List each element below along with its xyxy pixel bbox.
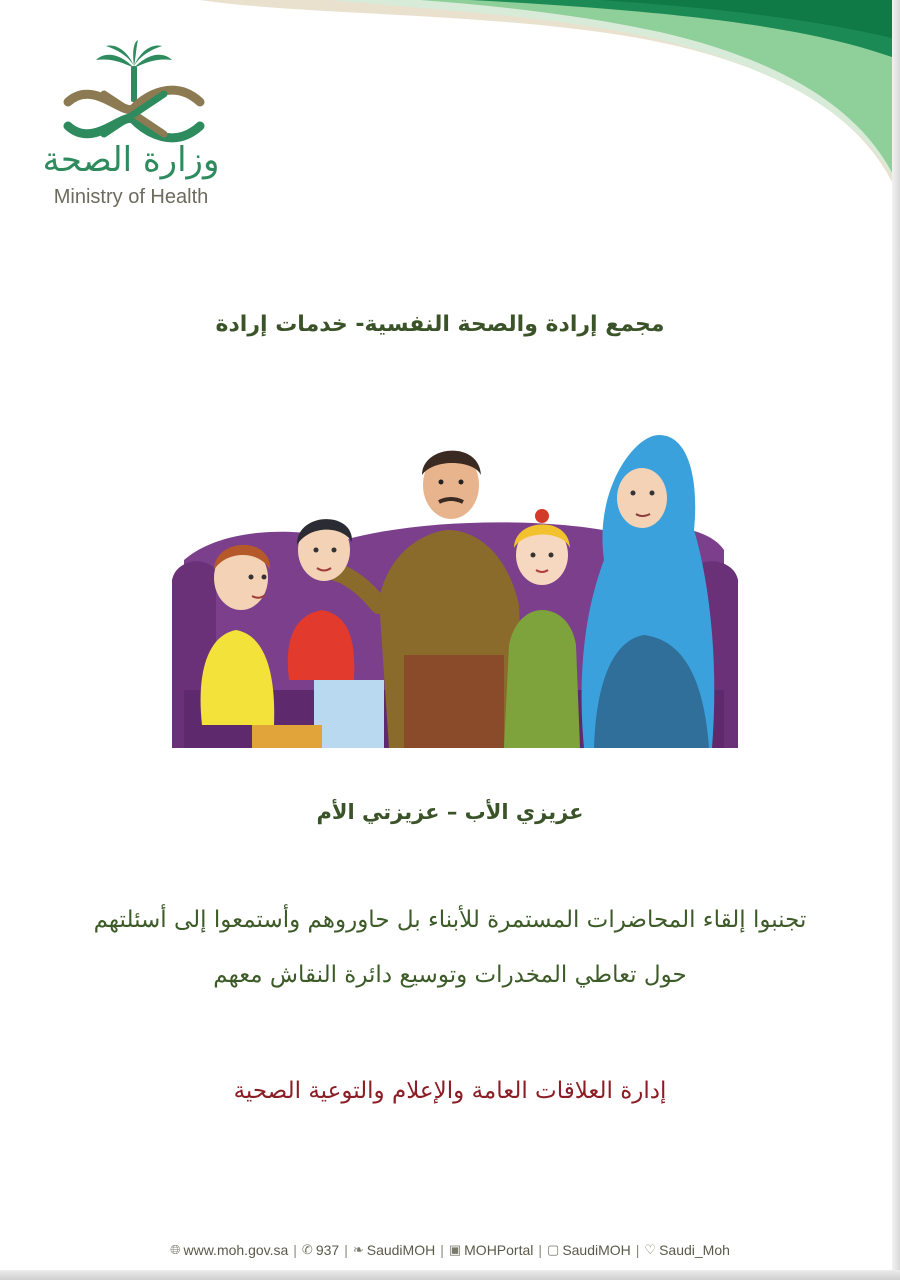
greeting-heading: عزيزي الأب – عزيزتي الأم — [316, 800, 584, 824]
awareness-message — [60, 893, 840, 1003]
instagram-icon: ▢ — [547, 1242, 560, 1257]
snapchat-icon: ♡ — [644, 1242, 657, 1257]
phone-icon: ✆ — [301, 1242, 313, 1257]
footer-separator: | — [293, 1242, 297, 1258]
department-name: إدارة العلاقات العامة والإعلام والتوعية الصحية — [233, 1078, 667, 1104]
footer-website[interactable]: 🌐︎ www.moh.gov.sa — [170, 1242, 289, 1258]
message-line-2: حول تعاطي المخدرات وتوسيع دائرة النقاش معهم — [213, 962, 687, 988]
globe-icon: 🌐︎ — [170, 1242, 181, 1257]
footer-instagram[interactable]: ▢ SaudiMOH — [547, 1242, 631, 1258]
footer-contacts — [0, 1242, 900, 1258]
logo-arabic-text: وزارة الصحة — [42, 140, 220, 180]
mother-figure — [582, 435, 715, 748]
footer-separator: | — [440, 1242, 444, 1258]
girl-figure — [504, 509, 580, 748]
family-conversation-illustration — [164, 430, 744, 755]
logo-english-text: Ministry of Health — [53, 186, 209, 208]
message-line-1: تجنبوا إلقاء المحاضرات المستمرة للأبناء بل حاوروهم وأستمعوا إلى أسئلتهم — [93, 907, 807, 933]
footer-separator: | — [538, 1242, 543, 1258]
page-bottom-edge — [0, 1270, 900, 1280]
youtube-icon: ▣ — [448, 1242, 462, 1257]
page-right-edge — [892, 0, 900, 1280]
footer-phone[interactable]: ✆ 937 — [301, 1242, 340, 1258]
footer-separator: | — [344, 1242, 348, 1258]
footer-twitter[interactable]: ❧ SaudiMOH — [352, 1242, 436, 1258]
page-title: مجمع إرادة والصحة النفسية- خدمات إرادة — [215, 312, 665, 337]
footer-separator: | — [635, 1242, 640, 1258]
footer-snapchat[interactable]: ♡ Saudi_Moh — [644, 1242, 730, 1258]
footer-youtube[interactable]: ▣ MOHPortal — [448, 1242, 534, 1258]
twitter-icon: ❧ — [352, 1242, 364, 1257]
